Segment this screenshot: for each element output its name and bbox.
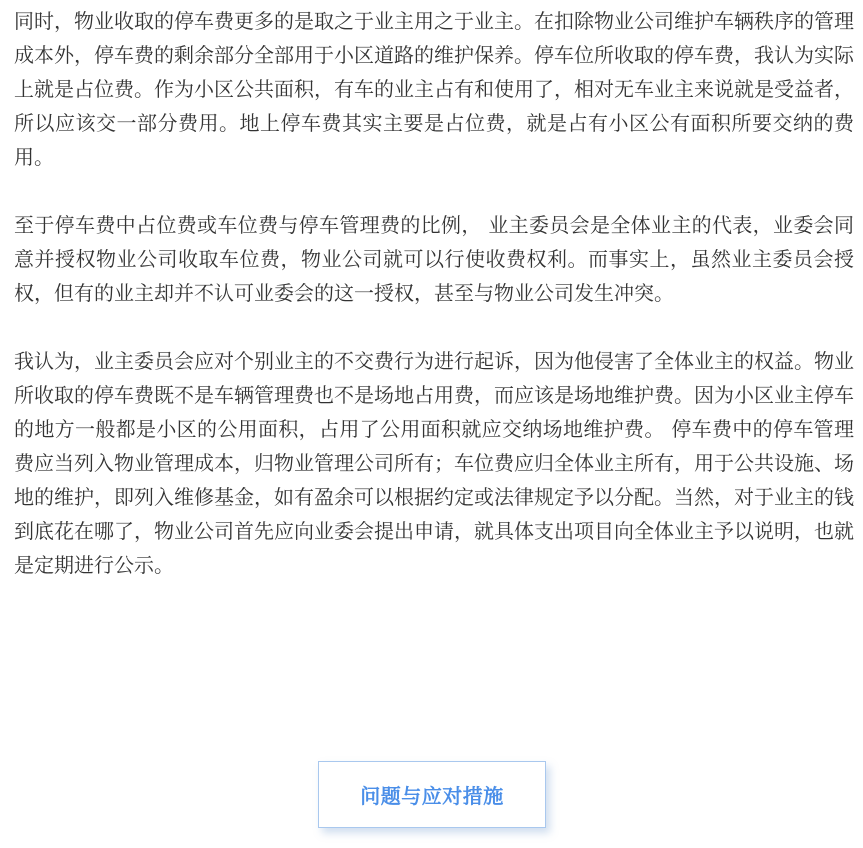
article-paragraph-3: 我认为，业主委员会应对个别业主的不交费行为进行起诉，因为他侵害了全体业主的权益。物业所收取的停车费既不是车辆管理费也不是场地占用费，而应该是场地维护费。因为小区业主停车的地方一般都是小区的公用面积，占用了公用面积就应交纳场地维护费。 停车费中的停车管理费应当列入物业管理成本，归物业管理公司所有；车位费应归全体业主所有，用于公共设施、场地的维护，即列入维修基金，如有盈余可以根据约定或法律规定予以分配。当然，对于业主的钱到底花在哪了，物业公司首先应向业委会提出申请，就具体支出项目向全体业主予以说明，也就是定期进行公示。 <box>14 349 854 577</box>
article-paragraph-2: 至于停车费中占位费或车位费与停车管理费的比例， 业主委员会是全体业主的代表，业委会同意并授权物业公司收取车位费，物业公司就可以行使收费权利。而事实上，虽然业主委员会授权，但有的业主却并不认可业委会的这一授权，甚至与物业公司发生冲突。 <box>14 213 854 305</box>
article-body <box>14 4 854 582</box>
article-paragraph-1: 同时，物业收取的停车费更多的是取之于业主用之于业主。在扣除物业公司维护车辆秩序的管理成本外，停车费的剩余部分全部用于小区道路的维护保养。停车位所收取的停车费，我认为实际上就是占位费。作为小区公共面积，有车的业主占有和使用了，相对无车业主来说就是受益者，所以应该交一部分费用。地上停车费其实主要是占位费，就是占有小区公有面积所要交纳的费用。 <box>14 9 854 169</box>
section-heading-label: 问题与应对措施 <box>360 784 504 808</box>
section-heading-button[interactable] <box>318 761 546 828</box>
